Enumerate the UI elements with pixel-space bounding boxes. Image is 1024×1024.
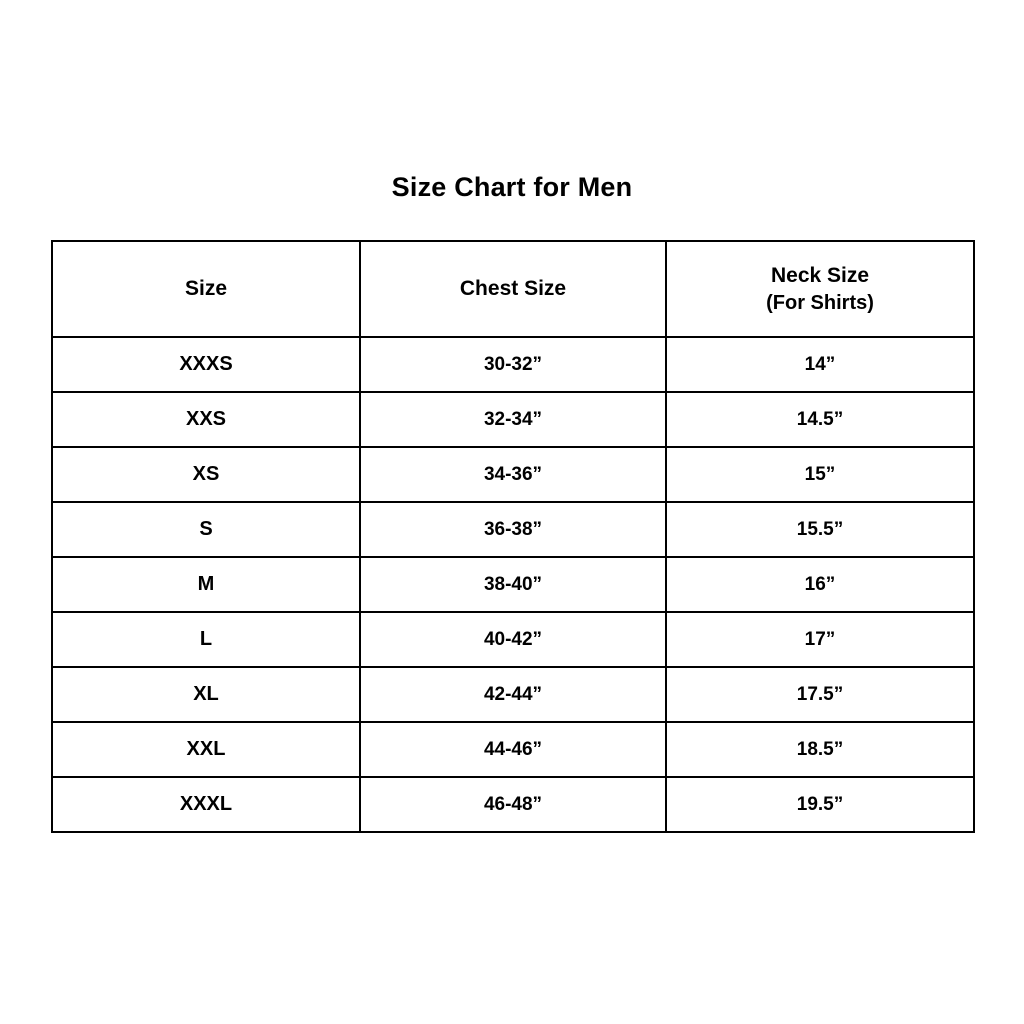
cell-neck: 14” — [666, 337, 974, 392]
cell-chest: 40-42” — [360, 612, 666, 667]
cell-chest: 42-44” — [360, 667, 666, 722]
cell-size: XXXL — [52, 777, 360, 832]
cell-size: M — [52, 557, 360, 612]
cell-chest: 38-40” — [360, 557, 666, 612]
cell-size: XL — [52, 667, 360, 722]
table-header — [52, 241, 974, 337]
cell-chest: 32-34” — [360, 392, 666, 447]
column-header-size-label: Size — [184, 277, 228, 301]
cell-neck: 15” — [666, 447, 974, 502]
cell-neck: 18.5” — [666, 722, 974, 777]
table-row — [52, 447, 974, 502]
column-header-neck-size-label: Neck Size — [770, 263, 870, 287]
table-row — [52, 392, 974, 447]
table-body — [52, 337, 974, 832]
cell-size: XXL — [52, 722, 360, 777]
cell-neck: 16” — [666, 557, 974, 612]
cell-size: XXS — [52, 392, 360, 447]
column-header-neck-size — [666, 241, 974, 337]
cell-neck: 17” — [666, 612, 974, 667]
cell-size: S — [52, 502, 360, 557]
cell-chest: 34-36” — [360, 447, 666, 502]
size-chart-table — [51, 240, 975, 833]
table-row — [52, 557, 974, 612]
cell-size: L — [52, 612, 360, 667]
column-header-chest-size-label: Chest Size — [459, 277, 567, 301]
table-row — [52, 722, 974, 777]
table-row — [52, 337, 974, 392]
column-header-size — [52, 241, 360, 337]
table-header-row — [52, 241, 974, 337]
table-row — [52, 777, 974, 832]
cell-chest: 44-46” — [360, 722, 666, 777]
column-header-neck-size-sublabel: (For Shirts) — [766, 291, 874, 314]
cell-neck: 19.5” — [666, 777, 974, 832]
cell-neck: 15.5” — [666, 502, 974, 557]
column-header-chest-size — [360, 241, 666, 337]
table-row — [52, 612, 974, 667]
cell-chest: 30-32” — [360, 337, 666, 392]
cell-neck: 14.5” — [666, 392, 974, 447]
size-chart-table-wrapper — [51, 240, 973, 833]
table-row — [52, 502, 974, 557]
cell-size: XS — [52, 447, 360, 502]
cell-neck: 17.5” — [666, 667, 974, 722]
table-row — [52, 667, 974, 722]
cell-chest: 36-38” — [360, 502, 666, 557]
cell-chest: 46-48” — [360, 777, 666, 832]
cell-size: XXXS — [52, 337, 360, 392]
page-title: Size Chart for Men — [391, 172, 633, 202]
